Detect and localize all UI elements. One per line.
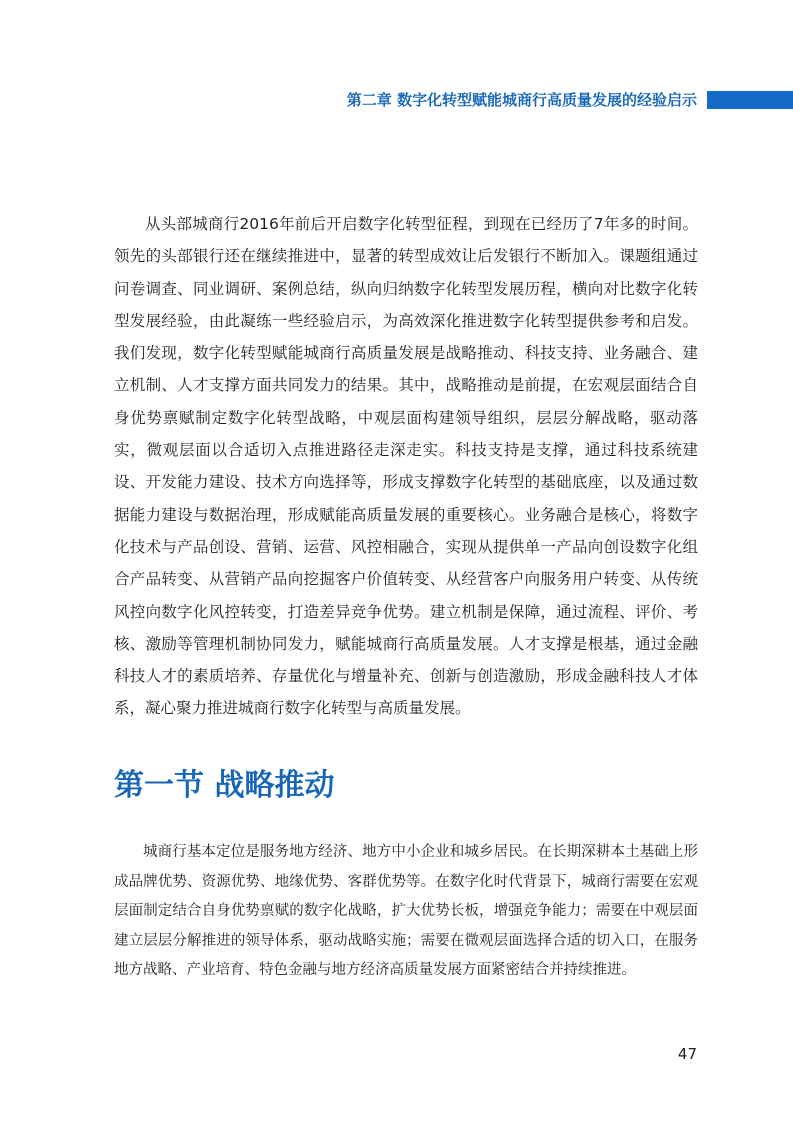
intro-paragraph: 从头部城商行2016年前后开启数字化转型征程，到现在已经历了7年多的时间。领先的头部银行还在继续推进中，显著的转型成效让后发银行不断加入。课题组通过问卷调查、同业调研、案例总结，纵向归纳数字化转型发展历程，横向对比数字化转型发展经验，由此凝练一些经验启示，为高效深化推进数字化转型提供参考和启发。我们发现，数字化转型赋能城商行高质量发展是战略推动、科技支持、业务融合、建立机制、人才支撑方面共同发力的结果。其中，战略推动是前提，在宏观层面结合自身优势禀赋制定数字化转型战略，中观层面构建领导组织，层层分解战略，驱动落实，微观层面以合适切入点推进路径走深走实。科技支持是支撑，通过科技系统建设、开发能力建设、技术方向选择等，形成支撑数字化转型的基础底座，以及通过数据能力建设与数据治理，形成赋能高质量发展的重要核心。业务融合是核心，将数字化技术与产品创设、营销、运营、风控相融合，实现从提供单一产品向创设数字化组合产品转变、从营销产品向挖掘客户价值转变、从经营客户向服务用户转变、从传统风控向数字化风控转变，打造差异竞争优势。建立机制是保障，通过流程、评价、考核、激励等管理机制协同发力，赋能城商行高质量发展。人才支撑是根基，通过金融科技人才的素质培养、存量优化与增量补充、创新与创造激励，形成金融科技人才体系，凝心聚力推进城商行数字化转型与高质量发展。 xyxy=(114,215,698,718)
page-number: 47 xyxy=(677,1045,697,1063)
running-header xyxy=(0,88,793,112)
section-body: 城商行基本定位是服务地方经济、地方中小企业和城乡居民。在长期深耕本土基础上形成品牌优势、资源优势、地缘优势、客群优势等。在数字化时代背景下，城商行需要在宏观层面制定结合自身优势禀赋的数字化战略，扩大优势长板，增强竞争能力；需要在中观层面建立层层分解推进的领导体系，驱动战略实施；需要在微观层面选择合适的切入口，在服务地方战略、产业培育、特色金融与地方经济高质量发展方面紧密结合并持续推进。 xyxy=(114,844,698,979)
header-accent-bar xyxy=(707,91,793,109)
chapter-title: 第二章 数字化转型赋能城商行高质量发展的经验启示 xyxy=(346,91,697,109)
section-title: 第一节 战略推动 xyxy=(114,768,335,803)
